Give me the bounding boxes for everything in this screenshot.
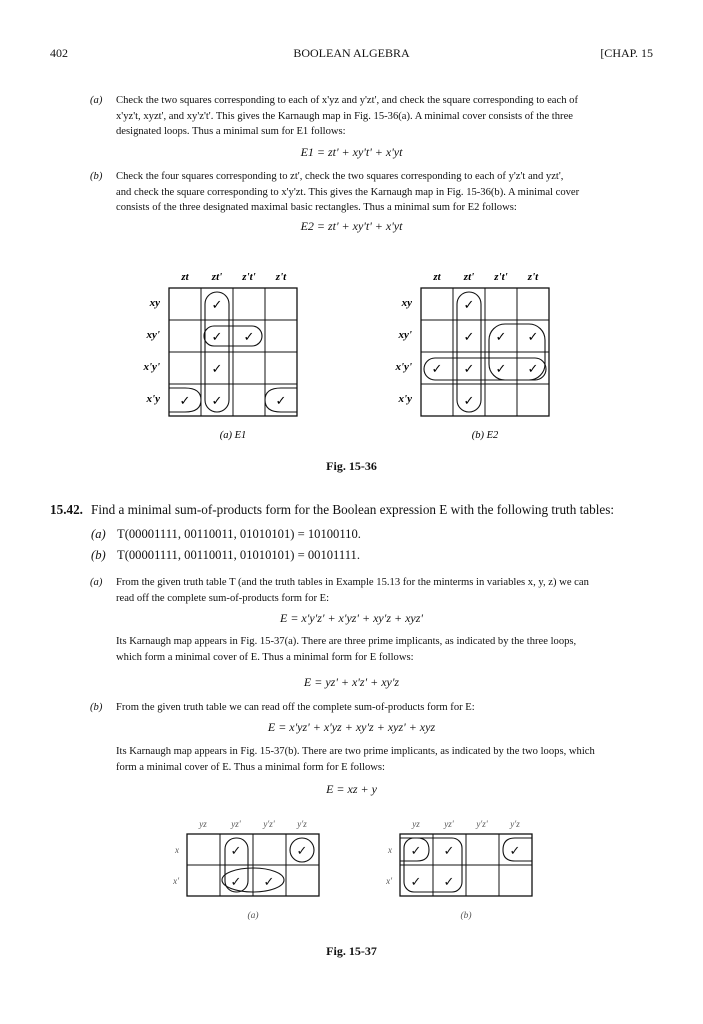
- col-label: yz': [231, 819, 241, 829]
- solution-42b-line2: Its Karnaugh map appears in Fig. 15-37(b). There are two prime implicants, as indicated by the two loops, which: [116, 746, 595, 757]
- row-label: x'y': [395, 361, 412, 373]
- equation-42a-full: E = x'y'z' + x'yz' + xy'z + xyz': [280, 611, 423, 625]
- solution-42b-marker: (b): [90, 702, 103, 713]
- col-label: zt': [211, 271, 223, 283]
- check-mark: ✓: [410, 874, 422, 889]
- check-mark: ✓: [410, 843, 422, 858]
- check-mark: ✓: [243, 329, 255, 344]
- check-mark: ✓: [443, 843, 455, 858]
- check-mark: ✓: [527, 329, 539, 344]
- check-mark: ✓: [443, 874, 455, 889]
- fig-caption-a: (a) E1: [219, 430, 247, 441]
- solution-42a-line2: read off the complete sum-of-products form for E:: [116, 592, 330, 604]
- col-label: zt': [463, 271, 475, 283]
- col-label: z't: [527, 271, 539, 283]
- problem-number: 15.42.: [50, 502, 83, 517]
- equation-42a-minimal: E = yz' + x'z' + xy'z: [303, 675, 400, 689]
- check-mark: ✓: [211, 329, 223, 344]
- row-label: xy': [146, 329, 160, 341]
- chapter-label: [CHAP. 15: [600, 46, 653, 60]
- solution-41a-line3: designated loops. Thus a minimal sum for E1 follows:: [116, 126, 346, 137]
- problem-b-truth-table: T(00001111, 00110011, 01010101) = 00101111.: [117, 548, 360, 562]
- row-label: xy: [149, 297, 160, 309]
- row-label: x'y: [398, 393, 412, 405]
- row-label: x'y': [143, 361, 160, 373]
- row-label: x'y: [146, 393, 160, 405]
- fig37-caption-b: (b): [460, 911, 472, 921]
- solution-41b-line2: and check the square corresponding to x'y'zt. This gives the Karnaugh map in Fig. 15-36(b). A minimal cover: [116, 186, 580, 198]
- karnaugh-map-b: [395, 271, 550, 441]
- col-label: y'z: [510, 819, 520, 829]
- check-mark: ✓: [463, 393, 475, 408]
- problem-a-truth-table: T(00001111, 00110011, 01010101) = 10100110.: [117, 527, 361, 541]
- karnaugh-map-a: [143, 271, 298, 441]
- row-label: x: [175, 845, 179, 855]
- equation-42b-minimal: E = xz + y: [326, 782, 377, 796]
- solution-42a-cont: [116, 634, 661, 665]
- check-mark: ✓: [495, 361, 507, 376]
- check-mark: ✓: [263, 874, 275, 889]
- solution-42a-line4: which form a minimal cover of E. Thus a minimal form for E follows:: [116, 651, 414, 663]
- solution-41b-line3: consists of the three designated maximal basic rectangles. Thus a minimal sum for E2 follows:: [116, 202, 517, 213]
- check-mark: ✓: [211, 393, 223, 408]
- solution-42a-marker: (a): [90, 577, 103, 588]
- col-label: zt: [433, 271, 441, 283]
- solution-41a: [116, 93, 661, 140]
- row-label: x': [173, 876, 179, 886]
- running-title: BOOLEAN ALGEBRA: [293, 46, 410, 60]
- col-label: y'z: [297, 819, 307, 829]
- solution-42a-line3: Its Karnaugh map appears in Fig. 15-37(a). There are three prime implicants, as indicated by the three loops,: [116, 636, 577, 647]
- check-mark: ✓: [179, 393, 191, 408]
- problem-a-marker: (a): [91, 527, 106, 541]
- check-mark: ✓: [211, 361, 223, 376]
- solution-42a-line1: From the given truth table T (and the truth tables in Example 15.13 for the minterms in variables x, y, z) we can: [116, 577, 589, 588]
- check-mark: ✓: [463, 329, 475, 344]
- solution-42b-line1: From the given truth table we can read off the complete sum-of-products form for E:: [116, 702, 475, 713]
- grid: [421, 288, 549, 416]
- figure-15-37-title: Fig. 15-37: [326, 944, 377, 958]
- check-mark: ✓: [463, 361, 475, 376]
- col-label: y'z': [476, 819, 488, 829]
- fig37-caption-a: (a): [247, 911, 259, 921]
- col-label: yz: [412, 819, 420, 829]
- solution-41b: [116, 169, 661, 216]
- check-mark: ✓: [230, 843, 242, 858]
- karnaugh-map-37a: [172, 819, 319, 921]
- solution-42b-line3: form a minimal cover of E. Thus a minimal form for E follows:: [116, 761, 386, 773]
- col-label: yz: [199, 819, 207, 829]
- col-label: yz': [444, 819, 454, 829]
- col-label: y'z': [263, 819, 275, 829]
- part-a-marker: (a): [90, 95, 103, 106]
- solution-42b-cont: [116, 744, 661, 775]
- check-mark: ✓: [211, 297, 223, 312]
- row-label: x': [386, 876, 392, 886]
- equation-e1: E1 = zt' + xy't' + x'yt: [300, 145, 403, 159]
- karnaugh-map-37b: [385, 819, 532, 921]
- check-mark: ✓: [495, 329, 507, 344]
- page-number: 402: [50, 46, 68, 60]
- check-mark: ✓: [431, 361, 443, 376]
- figure-15-36-title: Fig. 15-36: [326, 459, 377, 473]
- figure-15-36: [0, 262, 703, 472]
- equation-e2: E2 = zt' + xy't' + x'yt: [300, 219, 403, 233]
- figure-15-37: [0, 812, 703, 934]
- check-mark: ✓: [509, 843, 521, 858]
- equation-42b-full: E = x'yz' + x'yz + xy'z + xyz' + xyz: [267, 720, 436, 734]
- row-label: x: [388, 845, 392, 855]
- solution-41a-line1: Check the two squares corresponding to each of x'yz and y'zt', and check the square corresponding to each of: [116, 95, 578, 106]
- col-label: z't: [275, 271, 287, 283]
- col-label: z't': [494, 271, 508, 283]
- col-label: zt: [181, 271, 189, 283]
- check-mark: ✓: [296, 843, 308, 858]
- col-label: z't': [242, 271, 256, 283]
- part-b-marker: (b): [90, 171, 103, 182]
- check-mark: ✓: [527, 361, 539, 376]
- fig-caption-b: (b) E2: [471, 430, 499, 441]
- solution-41b-line1: Check the four squares corresponding to zt', check the two squares corresponding to each of y'z't and yzt',: [116, 171, 564, 182]
- row-label: xy: [401, 297, 412, 309]
- check-mark: ✓: [275, 393, 287, 408]
- solution-41a-line2: x'yz't, xyzt', and xy'z't'. This gives the Karnaugh map in Fig. 15-36(a). A minimal cover consists of the three: [116, 110, 573, 122]
- problem-b-marker: (b): [91, 548, 106, 562]
- problem-statement: Find a minimal sum-of-products form for the Boolean expression E with the following truth tables:: [91, 502, 615, 517]
- row-label: xy': [398, 329, 412, 341]
- check-mark: ✓: [463, 297, 475, 312]
- check-mark: ✓: [230, 874, 242, 889]
- solution-42a: [116, 575, 661, 606]
